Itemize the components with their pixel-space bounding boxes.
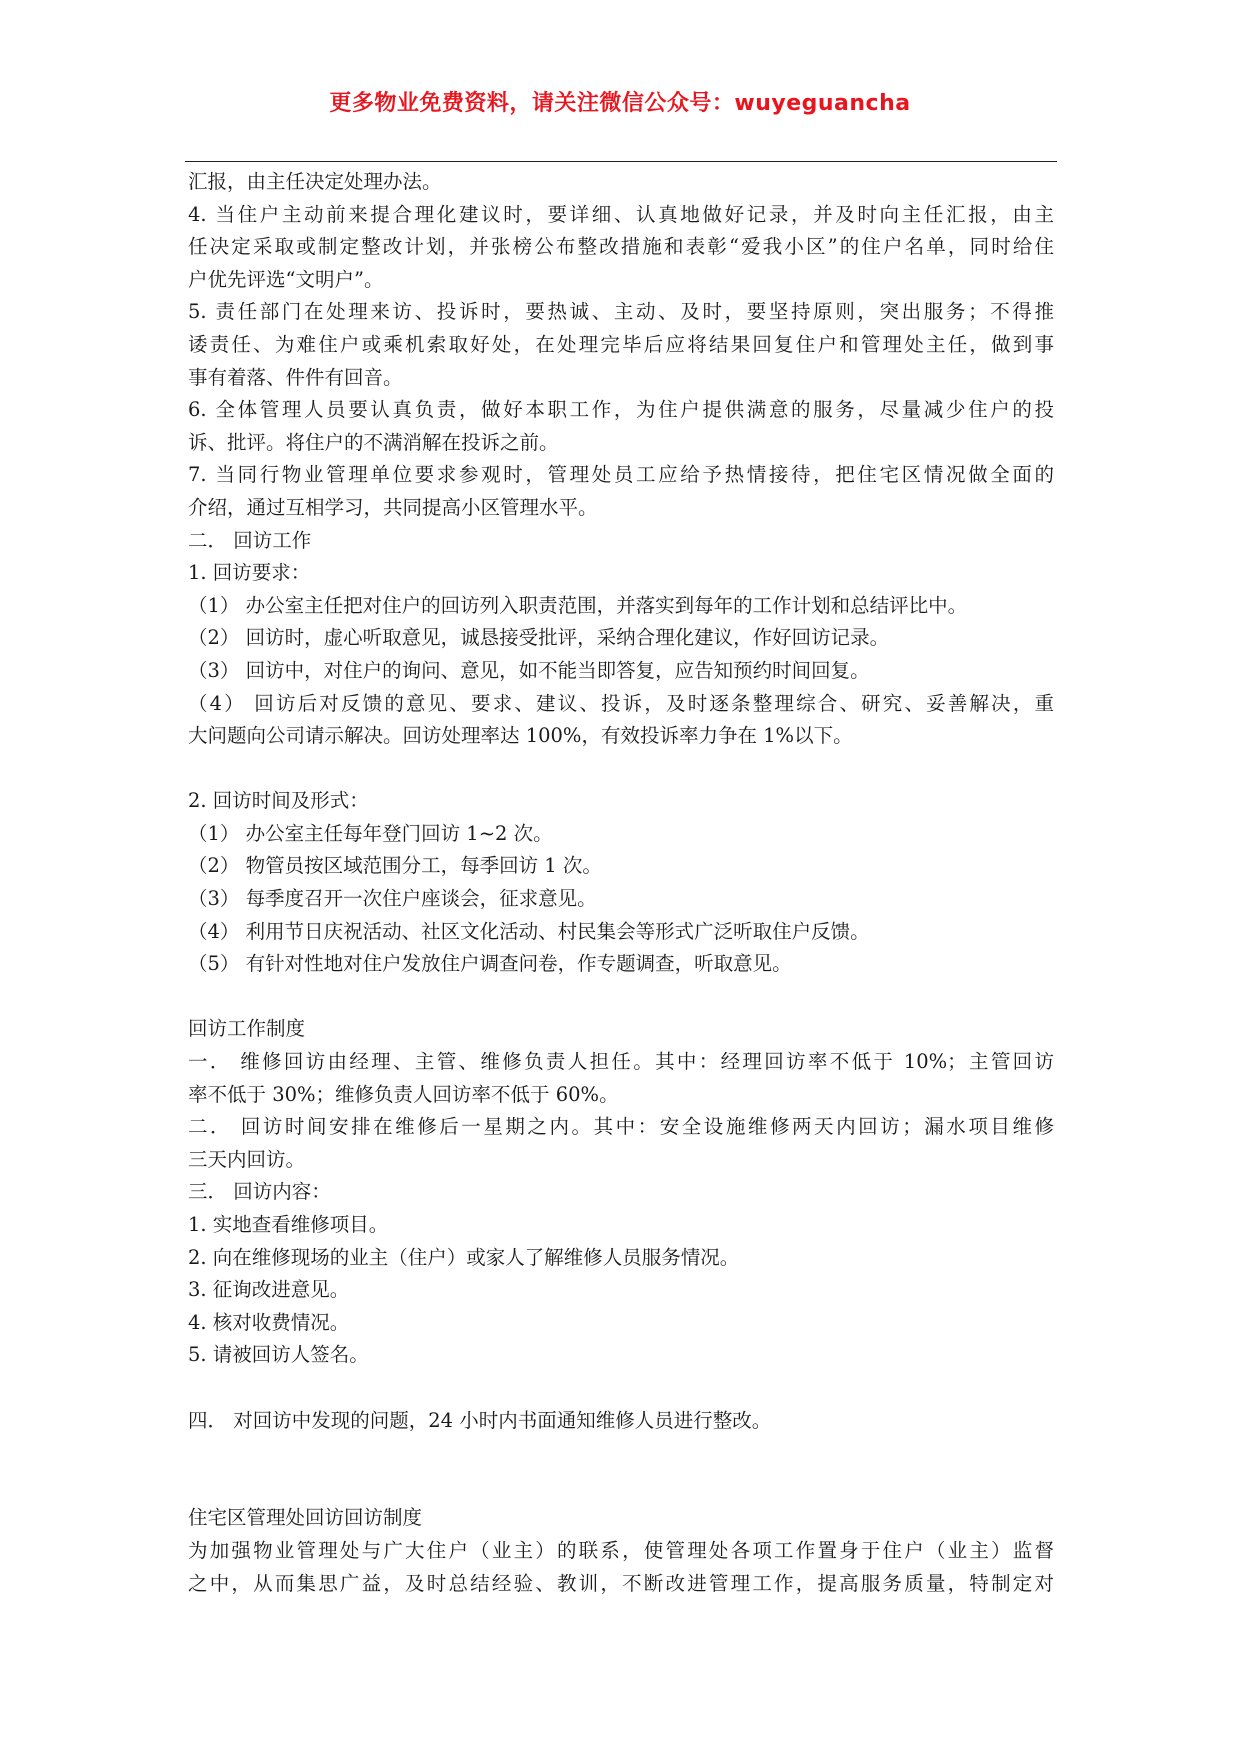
blank-line: [188, 1372, 1054, 1405]
text-line: 任决定采取或制定整改计划，并张榜公布整改措施和表彰“爱我小区”的住户名单，同时给住: [188, 235, 1054, 259]
blank-line: [188, 981, 1054, 1014]
text-line: 2. 回访时间及形式：: [188, 789, 369, 813]
text-line: 诉、批评。将住户的不满消解在投诉之前。: [188, 430, 559, 454]
text-line: 三． 回访内容：: [188, 1180, 331, 1204]
text-line: 率不低于 30%；维修负责人回访率不低于 60%。: [188, 1082, 619, 1106]
text-line: 事有着落、件件有回音。: [188, 365, 403, 389]
text-line: （1） 办公室主任每年登门回访 1~2 次。: [188, 821, 553, 845]
blank-line: [188, 753, 1054, 786]
text-line: （2） 回访时，虚心听取意见，诚恳接受批评，采纳合理化建议，作好回访记录。: [188, 626, 890, 650]
text-line: 6. 全体管理人员要认真负责，做好本职工作，为住户提供满意的服务，尽量减少住户的投: [188, 398, 1054, 422]
text-line: （5） 有针对性地对住户发放住户调查问卷，作专题调查，听取意见。: [188, 952, 792, 976]
text-line: 住宅区管理处回访回访制度: [188, 1506, 423, 1530]
text-line: 4. 核对收费情况。: [188, 1310, 350, 1334]
text-line: 回访工作制度: [188, 1017, 306, 1041]
text-line: 5. 责任部门在处理来访、投诉时，要热诚、主动、及时，要坚持原则，突出服务；不得推: [188, 300, 1054, 324]
header-banner: 更多物业免费资料，请关注微信公众号：wuyeguancha: [329, 91, 911, 116]
text-line: 四． 对回访中发现的问题，24 小时内书面通知维修人员进行整改。: [188, 1408, 772, 1432]
text-line: 之中，从而集思广益，及时总结经验、教训，不断改进管理工作，提高服务质量，特制定对: [188, 1571, 1054, 1595]
text-line: 一． 维修回访由经理、主管、维修负责人担任。其中：经理回访率不低于 10%；主管回访: [188, 1050, 1054, 1074]
text-line: 二． 回访时间安排在维修后一星期之内。其中：安全设施维修两天内回访；漏水项目维修: [188, 1115, 1054, 1139]
blank-line: [188, 1470, 1054, 1503]
text-line: （1） 办公室主任把对住户的回访列入职责范围，并落实到每年的工作计划和总结评比中。: [188, 593, 968, 617]
text-line: 二． 回访工作: [188, 528, 312, 552]
text-line: 大问题向公司请示解决。回访处理率达 100%，有效投诉率力争在 1%以下。: [188, 724, 853, 748]
text-line: （4） 利用节日庆祝活动、社区文化活动、村民集会等形式广泛听取住户反馈。: [188, 919, 870, 943]
text-line: 1. 实地查看维修项目。: [188, 1213, 389, 1236]
header-divider: [185, 161, 1057, 162]
blank-line: [188, 1437, 1054, 1470]
text-line: 户优先评选“文明户”。: [188, 267, 384, 291]
text-line: （3） 每季度召开一次住户座谈会，征求意见。: [188, 887, 597, 911]
text-line: 介绍，通过互相学习，共同提高小区管理水平。: [188, 495, 598, 519]
text-line: 2. 向在维修现场的业主（住户）或家人了解维修人员服务情况。: [188, 1245, 740, 1269]
document-body: [188, 166, 1054, 1600]
text-line: 7. 当同行物业管理单位要求参观时，管理处员工应给予热情接待，把住宅区情况做全面的: [188, 463, 1054, 487]
text-line: （3） 回访中，对住户的询问、意见，如不能当即答复，应告知预约时间回复。: [188, 658, 870, 682]
text-line: 5. 请被回访人签名。: [188, 1343, 369, 1367]
text-line: 三天内回访。: [188, 1147, 306, 1171]
text-line: 4. 当住户主动前来提合理化建议时，要详细、认真地做好记录，并及时向主任汇报，由主: [188, 202, 1054, 226]
text-line: 汇报，由主任决定处理办法。: [188, 170, 442, 193]
text-line: 为加强物业管理处与广大住户（业主）的联系，使管理处各项工作置身于住户（业主）监督: [188, 1538, 1054, 1562]
text-line: 诿责任、为难住户或乘机索取好处，在处理完毕后应将结果回复住户和管理处主任，做到事: [188, 332, 1054, 356]
text-line: 1. 回访要求：: [188, 561, 311, 585]
text-line: （4） 回访后对反馈的意见、要求、建议、投诉，及时逐条整理综合、研究、妥善解决，重: [188, 691, 1054, 715]
text-line: 3. 征询改进意见。: [188, 1278, 350, 1302]
text-line: （2） 物管员按区域范围分工，每季回访 1 次。: [188, 854, 602, 878]
